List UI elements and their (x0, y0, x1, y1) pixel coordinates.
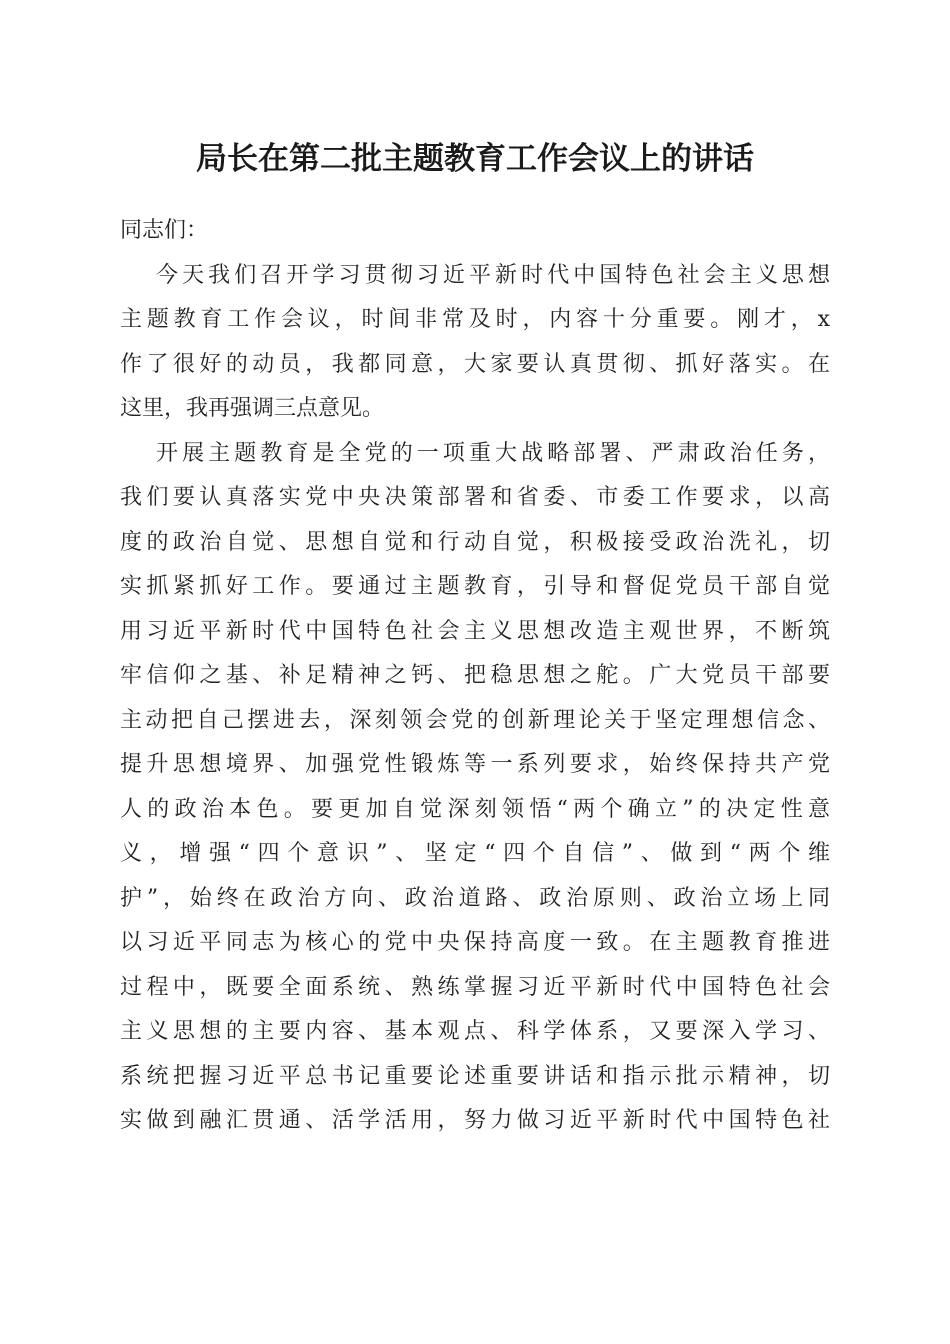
paragraph-line: 度的政治自觉、思想自觉和行动自觉，积极接受政治洗礼，切 (120, 529, 830, 555)
document-title: 局长在第二批主题教育工作会议上的讲话 (196, 141, 754, 177)
paragraph-1 (120, 254, 830, 432)
paragraph-line: 实抓紧抓好工作。要通过主题教育，引导和督促党员干部自觉 (120, 574, 830, 599)
paragraph-2 (120, 432, 830, 1144)
paragraph-line: 实做到融汇贯通、活学活用，努力做习近平新时代中国特色社 (120, 1108, 830, 1133)
salutation: 同志们： (120, 218, 209, 243)
document-body (120, 209, 830, 1144)
paragraph-line: 这里，我再强调三点意见。 (120, 396, 385, 421)
paragraph-line: 提升思想境界、加强党性锻炼等一系列要求，始终保持共产党 (120, 752, 830, 777)
paragraph-line: 开展主题教育是全党的一项重大战略部署、严肃政治任务， (156, 440, 830, 466)
paragraph-line: 护”，始终在政治方向、政治道路、政治原则、政治立场上同 (120, 885, 830, 911)
paragraph-line: 牢信仰之基、补足精神之钙、把稳思想之舵。广大党员干部要 (120, 663, 830, 688)
paragraph-line: 我们要认真落实党中央决策部署和省委、市委工作要求，以高 (120, 485, 830, 510)
paragraph-line: 主动把自己摆进去，深刻领会党的创新理论关于坚定理想信念、 (120, 707, 830, 733)
paragraph-line: 作了很好的动员，我都同意，大家要认真贯彻、抓好落实。在 (120, 351, 830, 377)
paragraph-line: 主题教育工作会议，时间非常及时，内容十分重要。刚才，x (120, 307, 830, 332)
paragraph-line: 人的政治本色。要更加自觉深刻领悟“两个确立”的决定性意 (120, 796, 830, 822)
paragraph-line: 以习近平同志为核心的党中央保持高度一致。在主题教育推进 (120, 930, 830, 955)
paragraph-line: 过程中，既要全面系统、熟练掌握习近平新时代中国特色社会 (120, 974, 830, 1000)
paragraph-line: 系统把握习近平总书记重要论述重要讲话和指示批示精神，切 (120, 1063, 830, 1089)
paragraph-line: 用习近平新时代中国特色社会主义思想改造主观世界，不断筑 (120, 618, 830, 644)
paragraph-line: 义，增强“四个意识”、坚定“四个自信”、做到“两个维 (120, 841, 830, 866)
paragraph-line: 主义思想的主要内容、基本观点、科学体系，又要深入学习、 (120, 1019, 830, 1044)
paragraph-line: 今天我们召开学习贯彻习近平新时代中国特色社会主义思想 (156, 262, 830, 288)
